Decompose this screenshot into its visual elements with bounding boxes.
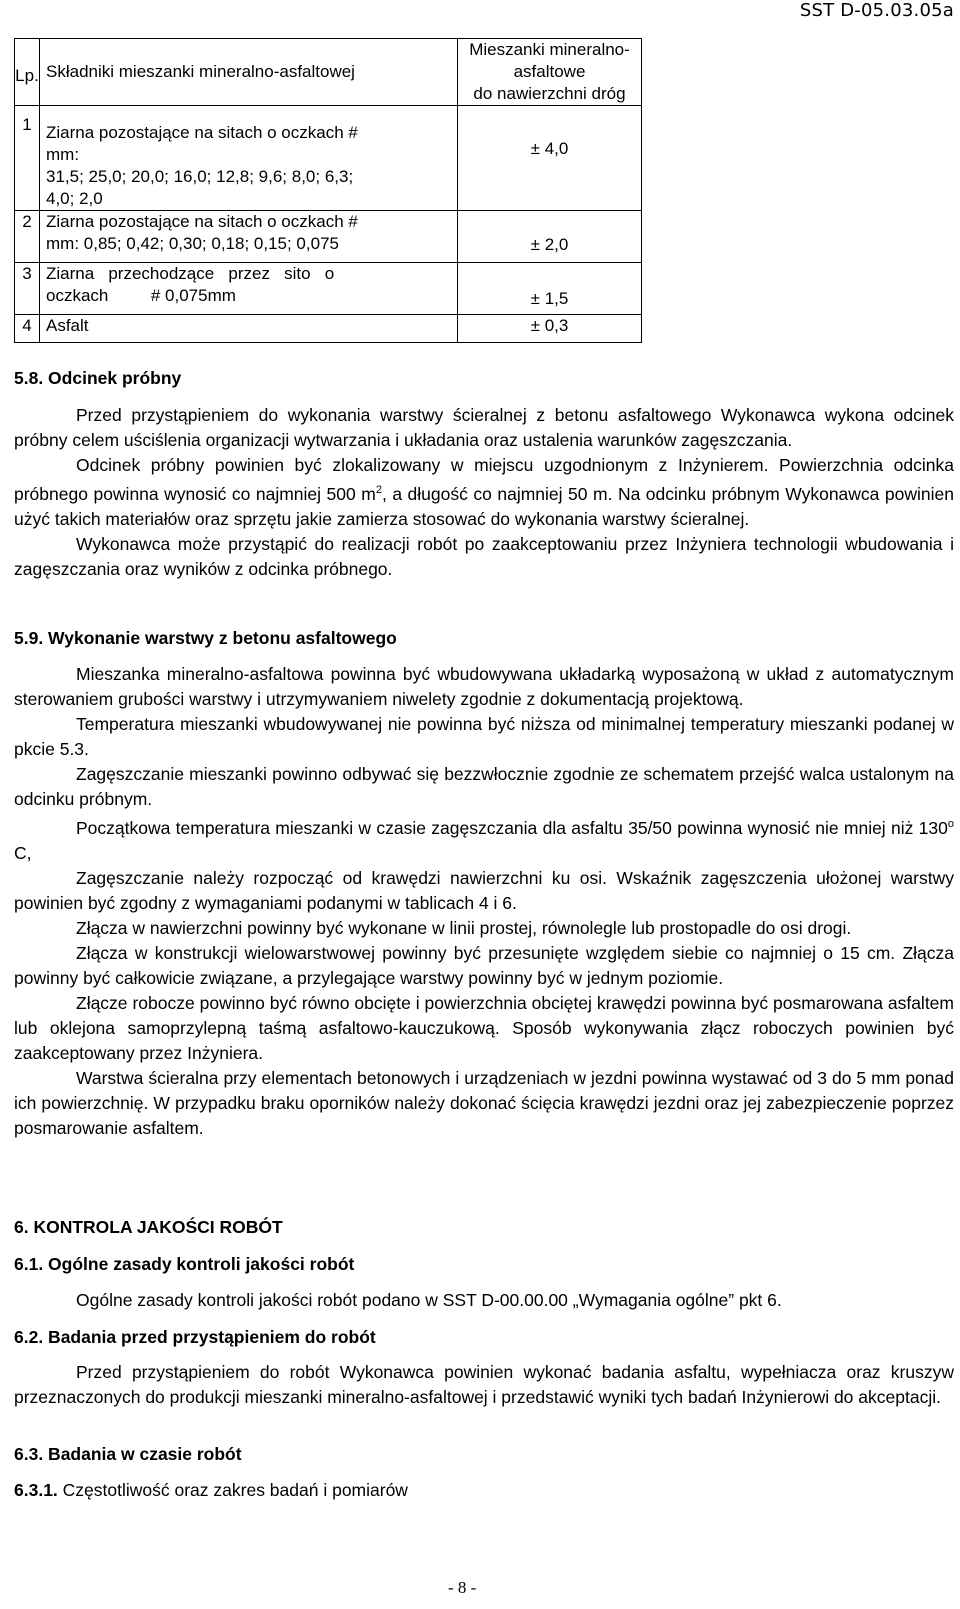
document-code: SST D-05.03.05a <box>799 0 954 21</box>
section-6-2-body <box>14 1360 954 1410</box>
section-6-1-title: 6.1. Ogólne zasady kontroli jakości robót <box>14 1254 355 1274</box>
table-header-row <box>15 39 642 106</box>
header-mixtures-line1: Mieszanki mineralno-asfaltowe <box>469 40 630 81</box>
row-value: ± 1,5 <box>458 263 642 315</box>
section-5-8-title: 5.8. Odcinek próbny <box>14 368 182 388</box>
row-lp: 1 <box>15 106 40 211</box>
row-desc-line: Ziarna pozostające na sitach o oczkach # <box>46 212 358 231</box>
text-span: , a długość co najmniej 50 m. Na odcinku próbnym Wykonawca powinien użyć takich materiałów oraz sprzętu jakie zamierza stosować do wykonania warstwy ścieralnej. <box>14 483 954 529</box>
row-value: ± 2,0 <box>458 211 642 263</box>
table-row <box>15 263 642 315</box>
paragraph: Warstwa ścieralna przy elementach betonowych i urządzeniach w jezdni powinna wystawać od 3 do 5 mm ponad ich powierzchnię. W przypadku braku oporników należy dokonać ścięcia krawędzi jezdni oraz jej zabezpieczenie poprzez posmarowanie asfaltem. <box>14 1067 954 1138</box>
paragraph: Mieszanka mineralno-asfaltowa powinna być wbudowywana układarką wyposażoną w układ z automatycznym sterowaniem grubości warstwy i utrzymywaniem niwelety zgodnie z dokumentacją projektową. <box>14 664 954 709</box>
row-desc: Asfalt <box>40 315 458 343</box>
section-6-3-1-heading <box>14 1478 954 1502</box>
section-5-9-body <box>14 662 954 1141</box>
paragraph: Złącze robocze powinno być równo obcięte i powierzchnia obciętej krawędzi powinna być posmarowana asfaltem lub oklejona samoprzylepną taśmą asfaltowo-kauczukową. Sposób wykonywania złącz roboczych powinien być zaakceptowany przez Inżyniera. <box>14 992 954 1063</box>
paragraph: Ogólne zasady kontroli jakości robót podano w SST D-00.00.00 „Wymagania ogólne” pkt 6. <box>76 1290 782 1310</box>
page-number: - 8 - <box>448 1578 477 1597</box>
row-value: ± 0,3 <box>458 315 642 343</box>
superscript: o <box>947 818 954 830</box>
row-desc <box>40 263 458 315</box>
paragraph: Przed przystąpieniem do wykonania warstwy ścieralnej z betonu asfaltowego Wykonawca wykona odcinek próbny celem uściślenia organizacji wytwarzania i układania oraz ustalenia warunków zagęszczania. <box>14 405 954 450</box>
row-value: ± 4,0 <box>458 106 642 211</box>
paragraph: Zagęszczanie mieszanki powinno odbywać się bezzwłocznie zgodnie ze schematem przejść walca ustalonym na odcinku próbnym. <box>14 764 954 809</box>
row-desc-line: Ziarna przechodzące przez sito o <box>46 264 335 283</box>
section-5-8-body <box>14 403 954 582</box>
row-desc-line: oczkach # 0,075mm <box>46 286 236 305</box>
paragraph: Wykonawca może przystąpić do realizacji robót po zaakceptowaniu przez Inżyniera technologii wbudowania i zagęszczania oraz wyników z odcinka próbnego. <box>14 533 954 579</box>
row-lp: 4 <box>15 315 40 343</box>
row-desc <box>40 211 458 263</box>
paragraph: Zagęszczanie należy rozpocząć od krawędzi nawierzchni ku osi. Wskaźnik zagęszczenia ułożonej warstwy powinien być zgodny z wymaganiami podanymi w tablicach 4 i 6. <box>14 867 954 913</box>
paragraph: Złącza w konstrukcji wielowarstwowej powinny być przesunięte względem siebie co najmniej o 15 cm. Złącza powinny być całkowicie związane, a przylegające warstwy powinny być w jednym poziomie. <box>14 942 954 988</box>
row-desc-line: 4,0; 2,0 <box>46 189 103 208</box>
header-components: Składniki mieszanki mineralno-asfaltowej <box>40 39 458 106</box>
paragraph <box>14 812 954 866</box>
section-6-2-title: 6.2. Badania przed przystąpieniem do robót <box>14 1327 376 1347</box>
row-lp: 3 <box>15 263 40 315</box>
text-span: Początkowa temperatura mieszanki w czasie zagęszczania dla asfaltu 35/50 powinna wynosić nie mniej niż 130 <box>76 817 948 838</box>
paragraph <box>14 453 954 532</box>
row-desc <box>40 106 458 211</box>
row-lp: 2 <box>15 211 40 263</box>
section-6-1-body <box>14 1288 954 1313</box>
text-span: Odcinek próbny powinien być zlokalizowany w miejscu uzgodnionym z Inżynierem. Powierzchnia odcinka próbnego powinna wynosić co najmniej 500 m <box>14 455 954 504</box>
section-6-3-1-number: 6.3.1. <box>14 1480 58 1500</box>
row-desc-line: mm: 0,85; 0,42; 0,30; 0,18; 0,15; 0,075 <box>46 234 339 253</box>
paragraph: Przed przystąpieniem do robót Wykonawca powinien wykonać badania asfaltu, wypełniacza oraz kruszyw przeznaczonych do produkcji mieszanki mineralno-asfaltowej i przedstawić wyniki tych badań Inżynierowi do akceptacji. <box>14 1362 954 1407</box>
paragraph: Temperatura mieszanki wbudowywanej nie powinna być niższa od minimalnej temperatury mieszanki podanej w pkcie 5.3. <box>14 714 954 759</box>
section-5-9-title: 5.9. Wykonanie warstwy z betonu asfaltowego <box>14 628 397 648</box>
header-mixtures <box>458 39 642 106</box>
paragraph: Złącza w nawierzchni powinny być wykonane w linii prostej, równolegle lub prostopadle do osi drogi. <box>76 917 852 938</box>
table-row <box>15 211 642 263</box>
header-mixtures-line2: do nawierzchni dróg <box>473 84 626 103</box>
superscript: 2 <box>375 484 382 496</box>
row-desc-line: 31,5; 25,0; 20,0; 16,0; 12,8; 9,6; 8,0; 6,3; <box>46 167 354 186</box>
section-6-3-title: 6.3. Badania w czasie robót <box>14 1444 242 1464</box>
table-row <box>15 315 642 343</box>
section-6-title: 6. KONTROLA JAKOŚCI ROBÓT <box>14 1217 283 1237</box>
section-6-3-1-text: Częstotliwość oraz zakres badań i pomiarów <box>57 1480 408 1500</box>
tolerance-table <box>14 38 642 343</box>
header-lp: Lp. <box>15 39 40 106</box>
text-span: C, <box>14 842 32 863</box>
row-desc-line: Ziarna pozostające na sitach o oczkach # <box>46 123 358 142</box>
row-desc-line: mm: <box>46 145 80 164</box>
table-row <box>15 106 642 211</box>
